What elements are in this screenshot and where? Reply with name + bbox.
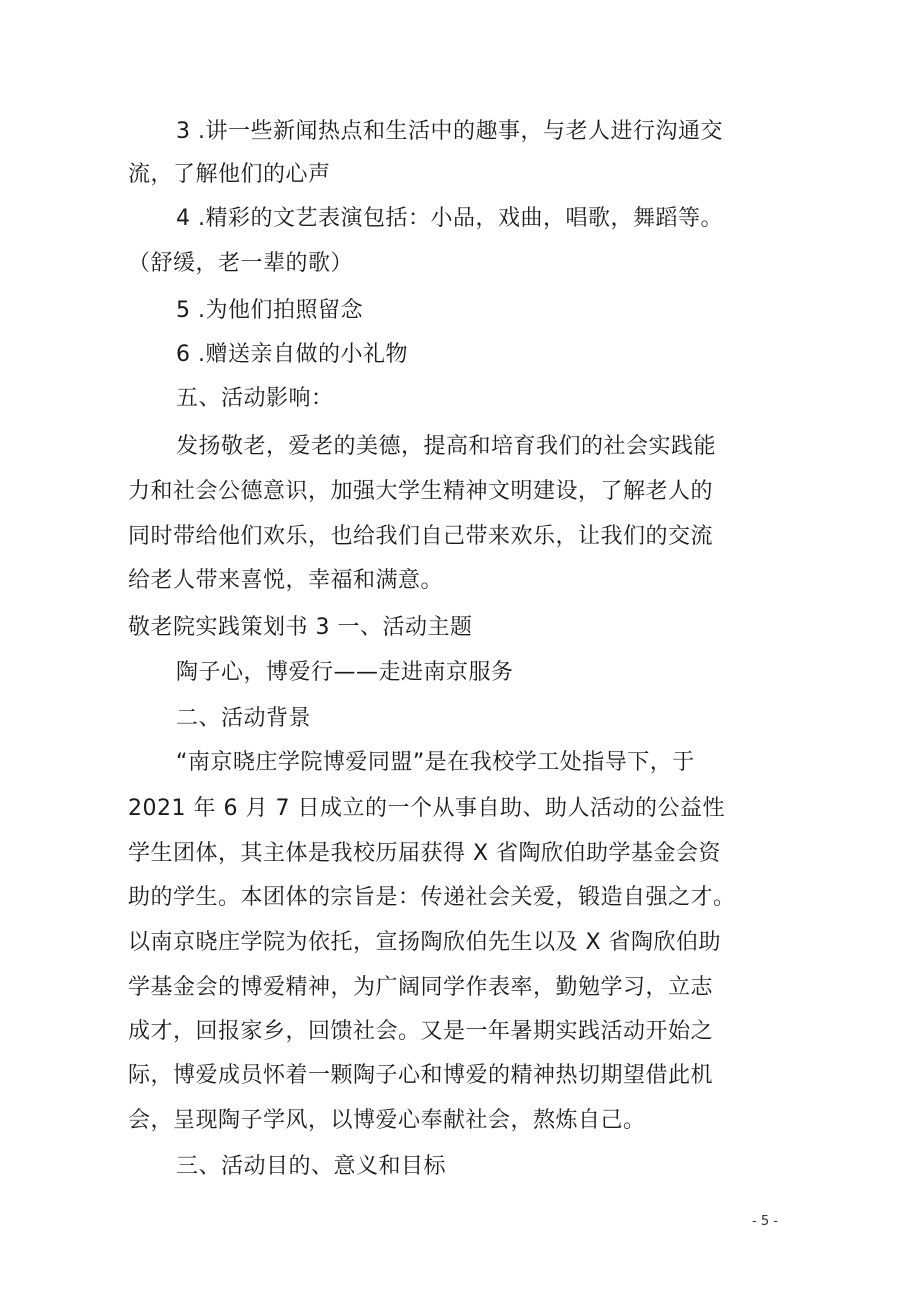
section-heading-purpose: 三、活动目的、意义和目标: [176, 1154, 447, 1179]
paragraph-background-line-2: 2021 年 6 月 7 日成立的一个从事自助、助人活动的公益性: [128, 796, 725, 821]
paragraph-background-line-6: 学基金会的博爱精神，为广阔同学作表率，勤勉学习，立志: [128, 975, 714, 1000]
text-line-item-4: 4 .精彩的文艺表演包括：小品，戏曲，唱歌，舞蹈等。: [176, 206, 723, 231]
paragraph-impact-line-1: 发扬敬老，爱老的美德，提高和培育我们的社会实践能: [176, 434, 717, 459]
text-line-item-4-cont: （舒缓，老一辈的歌）: [128, 251, 354, 276]
paragraph-background-line-4: 助的学生。本团体的宗旨是：传递社会关爱，锻造自强之才。: [128, 885, 736, 910]
paragraph-background-line-3: 学生团体，其主体是我校历届获得 X 省陶欣伯助学基金会资: [128, 841, 722, 866]
paragraph-background-line-7: 成才，回报家乡，回馈社会。又是一年暑期实践活动开始之: [128, 1019, 714, 1044]
text-line-item-5: 5 .为他们拍照留念: [176, 298, 363, 323]
paragraph-impact-line-3: 同时带给他们欢乐，也给我们自己带来欢乐，让我们的交流: [128, 524, 714, 549]
paragraph-background-line-1: “南京晓庄学院博爱同盟”是在我校学工处指导下，于: [176, 750, 695, 775]
theme-text: 陶子心，博爱行——走进南京服务: [176, 660, 514, 685]
document-title-line: 敬老院实践策划书 3 一、活动主题: [128, 615, 473, 640]
page-number: - 5 -: [752, 1214, 778, 1229]
text-line-item-3: 3 .讲一些新闻热点和生活中的趣事，与老人进行沟通交: [176, 119, 723, 144]
text-line-item-6: 6 .赠送亲自做的小礼物: [176, 342, 408, 367]
paragraph-background-line-9: 会，呈现陶子学风，以博爱心奉献社会，熬炼自己。: [128, 1108, 646, 1133]
paragraph-background-line-5: 以南京晓庄学院为依托，宣扬陶欣伯先生以及 X 省陶欣伯助: [128, 930, 722, 955]
paragraph-background-line-8: 际，博爱成员怀着一颗陶子心和博爱的精神热切期望借此机: [128, 1063, 714, 1088]
section-heading-impact: 五、活动影响：: [176, 386, 334, 411]
text-line-item-3-cont: 流，了解他们的心声: [128, 162, 331, 187]
paragraph-impact-line-4: 给老人带来喜悦，幸福和满意。: [128, 568, 444, 593]
section-heading-background: 二、活动背景: [176, 706, 312, 731]
paragraph-impact-line-2: 力和社会公德意识，加强大学生精神文明建设，了解老人的: [128, 479, 714, 504]
